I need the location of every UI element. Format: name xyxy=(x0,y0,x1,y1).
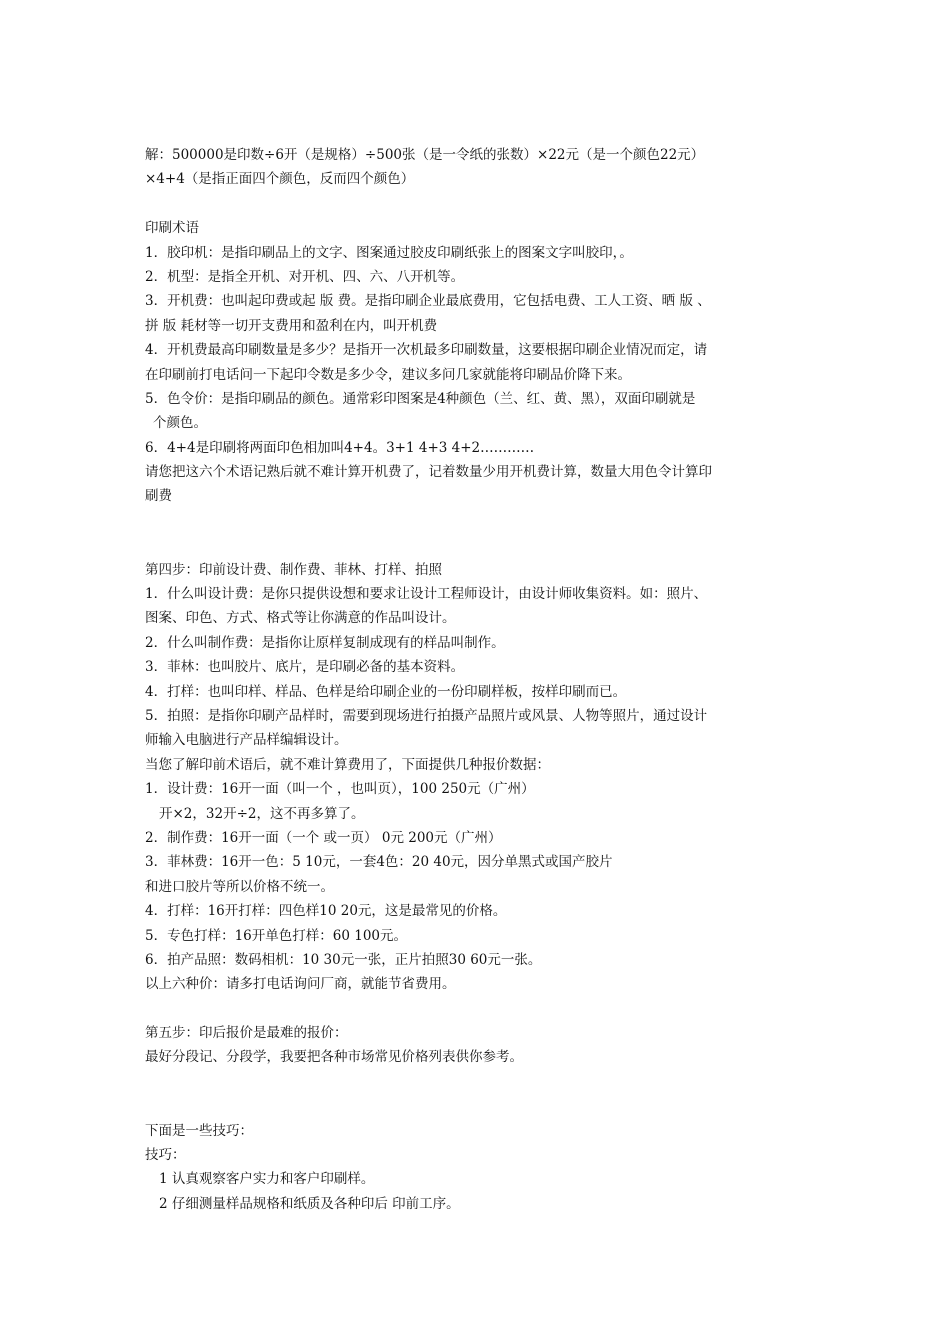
text-line: 6．拍产品照：数码相机：10 30元一张，正片拍照30 60元一张。 xyxy=(145,951,542,968)
blank-line xyxy=(145,997,810,1021)
text-line: 最好分段记、分段学，我要把各种市场常见价格列表供你参考。 xyxy=(145,1049,523,1066)
text-line: 3．开机费：也叫起印费或起 版 费。是指印刷企业最底费用，它包括电费、工人工资、晒 版 、 xyxy=(145,293,711,310)
blank-line xyxy=(145,509,810,533)
text-line: 下面是一些技巧： xyxy=(145,1122,253,1139)
text-line: 拼 版 耗材等一切开支费用和盈利在内，叫开机费 xyxy=(145,317,438,334)
text-line: 个颜色。 xyxy=(153,415,207,432)
text-line: 1．设计费：16开一面（叫一个 ，也叫页），100 250元（广州） xyxy=(145,781,535,798)
text-line: 6．4+4是印刷将两面印色相加叫4+4。3+1 4+3 4+2………… xyxy=(145,439,535,456)
text-line: 当您了解印前术语后，就不难计算费用了，下面提供几种报价数据： xyxy=(145,756,550,773)
text-line: 4．打样：也叫印样、样品、色样是给印刷企业的一份印刷样板，按样印刷而已。 xyxy=(145,683,627,700)
blank-line xyxy=(145,1094,810,1118)
text-line: 5．拍照：是指你印刷产品样时，需要到现场进行拍摄产品照片或风景、人物等照片，通过设计 xyxy=(145,707,708,724)
text-line: 技巧： xyxy=(145,1147,186,1164)
text-line: 2．制作费：16开一面（一个 或一页） 0元 200元（广州） xyxy=(145,829,502,846)
text-line: 2．什么叫制作费：是指你让原样复制成现有的样品叫制作。 xyxy=(145,634,505,651)
text-line: 印刷术语 xyxy=(145,220,199,237)
text-line: 师输入电脑进行产品样编辑设计。 xyxy=(145,732,348,749)
text-line: 开×2，32开÷2，这不再多算了。 xyxy=(159,805,365,822)
text-line: 4．打样：16开打样：四色样10 20元，这是最常见的价格。 xyxy=(145,903,507,920)
text-line: 刷费 xyxy=(145,488,172,505)
text-line: 5．色令价：是指印刷品的颜色。通常彩印图案是4种颜色（兰、红、黄、黑），双面印刷就是 xyxy=(145,390,696,407)
text-line: 和进口胶片等所以价格不统一。 xyxy=(145,878,334,895)
text-line: 5．专色打样：16开单色打样：60 100元。 xyxy=(145,927,408,944)
text-line: 1．胶印机：是指印刷品上的文字、图案通过胶皮印刷纸张上的图案文字叫胶印，。 xyxy=(145,244,633,261)
text-line: 图案、印色、方式、格式等让你满意的作品叫设计。 xyxy=(145,610,456,627)
text-line: 1．什么叫设计费：是你只提供设想和要求让设计工程师设计，由设计师收集资料。如：照片、 xyxy=(145,586,708,603)
text-line: 解：500000是印数÷6开（是规格）÷500张（是一令纸的张数）×22元（是一个颜色22元） xyxy=(145,147,705,163)
text-line: 第四步：印前设计费、制作费、菲林、打样、拍照 xyxy=(145,561,442,578)
text-line: 请您把这六个术语记熟后就不难计算开机费了，记着数量少用开机费计算，数量大用色令计算印 xyxy=(145,464,712,481)
text-line: 以上六种价：请多打电话询问厂商，就能节省费用。 xyxy=(145,976,456,993)
text-line: 在印刷前打电话问一下起印令数是多少令，建议多问几家就能将印刷品价降下来。 xyxy=(145,366,631,383)
blank-line xyxy=(145,192,810,216)
text-line: 3．菲林费：16开一色：5 10元，一套4色：20 40元，因分单黑式或国产胶片 xyxy=(145,854,613,871)
text-line: 1 认真观察客户实力和客户印刷样。 xyxy=(159,1171,375,1188)
blank-line xyxy=(145,533,810,557)
text-line: 3．菲林：也叫胶片、底片，是印刷必备的基本资料。 xyxy=(145,659,465,676)
text-line: 2 仔细测量样品规格和纸质及各种印后 印前工序。 xyxy=(159,1195,460,1212)
document-body xyxy=(145,143,810,1216)
blank-line xyxy=(145,1070,810,1094)
text-line: 第五步：印后报价是最难的报价： xyxy=(145,1025,348,1042)
text-line: 2．机型：是指全开机、对开机、四、六、八开机等。 xyxy=(145,268,465,285)
text-line: 4．开机费最高印刷数量是多少？是指开一次机最多印刷数量，这要根据印刷企业情况而定，请 xyxy=(145,342,708,359)
text-line: ×4+4（是指正面四个颜色，反而四个颜色） xyxy=(145,171,415,188)
